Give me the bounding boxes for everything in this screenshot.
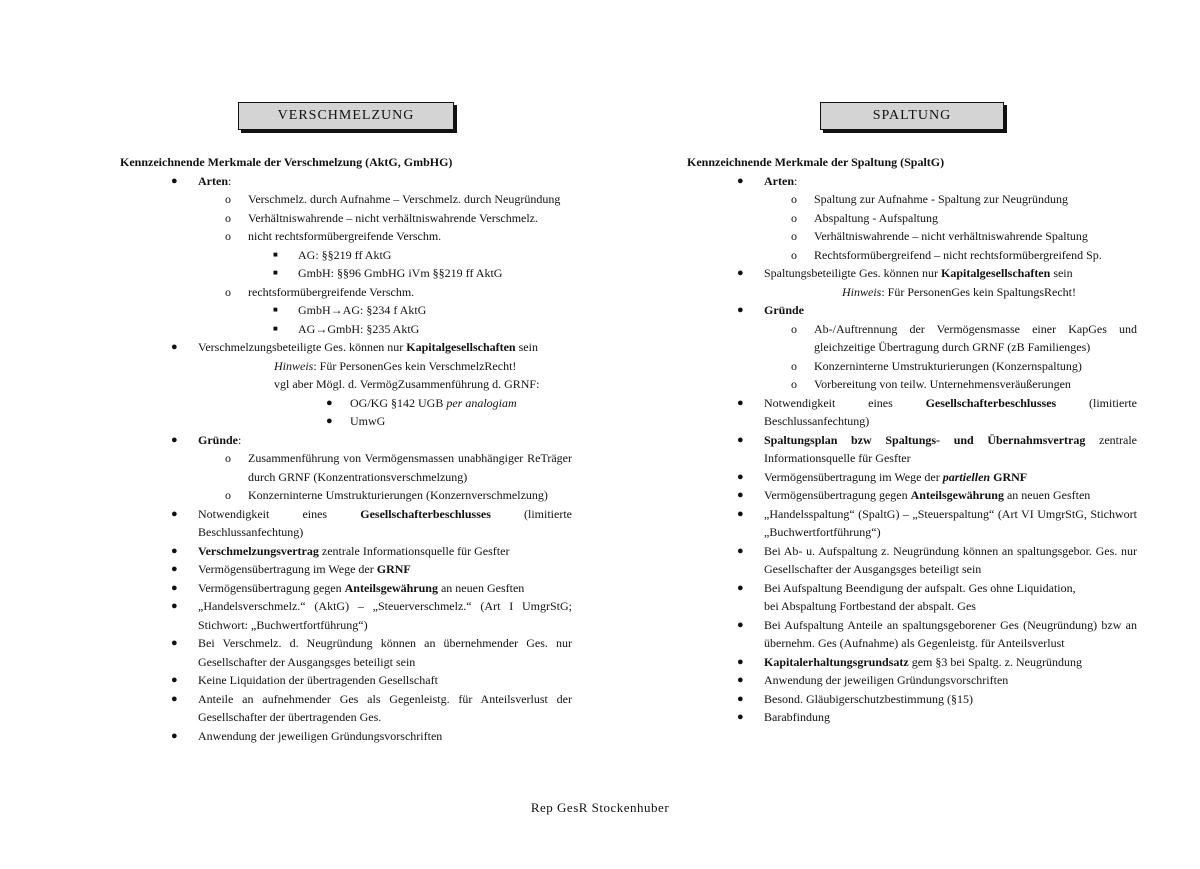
text: sein: [1050, 266, 1073, 280]
text: Verschmelzungsbeteiligte Ges. können nur: [198, 340, 407, 354]
bold-text: Kapitalerhaltungsgrundsatz: [764, 654, 909, 669]
bold-text: GRNF: [376, 562, 411, 576]
sub-list-item: [764, 375, 1137, 394]
gruende-item: Vorbereitung von teilw. Unternehmensveräußerungen: [814, 377, 1071, 391]
sub-list-item: [198, 449, 572, 486]
arten-item: rechtsformübergreifende Verschm.: [248, 284, 415, 299]
bullet-icon: ●: [737, 396, 744, 409]
statute-ref: GmbH→AG: §234 f AktG: [298, 303, 427, 317]
sub-list-item: [198, 486, 572, 505]
list-item: [687, 394, 1137, 431]
list-item: [120, 634, 572, 671]
bullet-icon: ●: [737, 711, 744, 723]
arten-item: nicht rechtsformübergreifende Verschm.: [248, 229, 442, 243]
circle-bullet-icon: o: [791, 247, 797, 262]
circle-bullet-icon: o: [791, 358, 797, 373]
text: Bei Aufspaltung Beendigung der aufspalt. Ges ohne Liquidation,: [764, 580, 1076, 595]
square-bullet-icon: ■: [273, 249, 278, 259]
list-item-beteiligte: [687, 264, 1137, 301]
bullet-icon: ●: [171, 600, 178, 612]
sub-sub-list-item: [248, 301, 572, 320]
statute-ref: AG→GmbH: §235 AktG: [298, 321, 420, 336]
text: Bei Ab- u. Aufspaltung z. Neugründung können an spaltungsgebor. Ges. nur Gesellschafter der Ausgangsges beteiligt sein: [764, 543, 1137, 576]
bullet-icon: ●: [737, 692, 744, 705]
verschmelzung-heading: Kennzeichnende Merkmale der Verschmelzung (AktG, GmbHG): [120, 155, 453, 169]
hinweis-line: [198, 357, 572, 376]
list-item: [687, 671, 1137, 690]
bold-text: GRNF: [990, 469, 1028, 484]
list-item: [687, 616, 1137, 653]
circle-bullet-icon: o: [791, 321, 797, 336]
sub-list-item: [198, 227, 572, 283]
spaltung-title-box: [820, 102, 1004, 130]
text: sein: [515, 340, 538, 354]
circle-bullet-icon: o: [225, 192, 231, 206]
bullet-icon: ●: [171, 174, 178, 187]
spaltung-heading: Kennzeichnende Merkmale der Spaltung (SpaltG): [687, 155, 945, 169]
gruende-item: Konzerninterne Umstrukturierungen (Konzernspaltung): [814, 358, 1082, 373]
text: Notwendigkeit eines: [198, 506, 361, 521]
vgl-sub-item: [198, 412, 572, 431]
circle-bullet-icon: o: [225, 229, 231, 243]
text: Bei Aufspaltung Anteile an spaltungsgeborener Ges (Neugründung) bzw an übernehm. Ges (Aufnahme) als Gegenleistg. für Anteilsverlust: [764, 617, 1137, 650]
verschmelzung-title: VERSCHMELZUNG: [277, 108, 415, 123]
circle-bullet-icon: o: [791, 192, 797, 206]
text: Vermögensübertragung gegen: [764, 488, 911, 502]
hinweis-text: : Für PersonenGes kein SpaltungsRecht!: [881, 284, 1076, 299]
bullet-icon: ●: [737, 174, 744, 187]
sub-sub-list-item: [248, 264, 572, 283]
list-item: [120, 542, 572, 561]
text: UmwG: [350, 414, 386, 428]
sub-list-item: [764, 320, 1137, 357]
circle-bullet-icon: o: [791, 229, 797, 243]
bold-text: Kapitalgesellschaften: [940, 266, 1051, 280]
text: „Handelsspaltung“ (SpaltG) – „Steuerspaltung“ (Art VI UmgrStG, Stichwort „Buchwertfortführung“): [764, 506, 1137, 539]
bullet-icon: ●: [171, 563, 178, 575]
bullet-icon: ●: [737, 618, 744, 631]
bullet-icon: ●: [737, 507, 744, 520]
text: an neuen Gesften: [437, 580, 525, 595]
list-item-gruende: [687, 301, 1137, 394]
text: Barabfindung: [764, 710, 830, 724]
gruende-item: Zusammenführung von Vermögensmassen unabhängiger ReTräger durch GRNF (Konzentrationsverschmelzung): [248, 451, 572, 484]
list-item: [120, 690, 572, 727]
bullet-icon: ●: [171, 581, 178, 594]
list-item: [120, 505, 572, 542]
bullet-icon: ●: [737, 655, 744, 668]
text: gem §3 bei Spaltg. z. Neugründung: [908, 654, 1082, 669]
list-item: [687, 690, 1137, 709]
bullet-icon: ●: [171, 544, 178, 557]
text: Besond. Gläubigerschutzbestimmung (§15): [764, 691, 973, 706]
bullet-icon: ●: [737, 304, 744, 316]
bullet-icon: ●: [737, 267, 744, 279]
bold-text: Spaltungsplan bzw Spaltungs- und Übernahmsvertrag: [764, 432, 1086, 447]
sub-list-item: [764, 227, 1137, 246]
bullet-icon: ●: [171, 637, 178, 649]
list-item: [687, 542, 1137, 579]
list-item: [120, 560, 572, 579]
bullet-icon: ●: [737, 470, 744, 483]
text: Anwendung der jeweiligen Gründungsvorschriften: [764, 673, 1009, 687]
list-item-beteiligte: [120, 338, 572, 431]
square-bullet-icon: ■: [273, 268, 278, 277]
circle-bullet-icon: o: [791, 377, 797, 391]
bold-text: Gesellschafterbeschlusses: [360, 506, 491, 521]
bullet-icon: ●: [737, 433, 744, 446]
bullet-icon: ●: [171, 507, 178, 520]
gruende-item: Konzerninterne Umstrukturierungen (Konzernverschmelzung): [248, 488, 548, 502]
list-item: [120, 727, 572, 746]
text: Anteile an aufnehmender Ges als Gegenleistg. für Anteilsverlust der Gesellschafter der übertragenden Ges.: [198, 691, 572, 724]
text: Vermögensübertragung gegen: [198, 580, 345, 595]
bullet-icon: ●: [171, 692, 178, 705]
text: zentrale Informationsquelle für Gesfter: [764, 432, 1137, 465]
square-bullet-icon: ■: [273, 323, 278, 333]
bullet-icon: ●: [171, 433, 178, 446]
list-item: [687, 653, 1137, 672]
gruende-label: Gründe: [198, 432, 239, 447]
list-item: [687, 579, 1137, 616]
hinweis-line: [764, 283, 1137, 302]
sub-list-item: [764, 246, 1137, 265]
circle-bullet-icon: o: [225, 284, 231, 299]
hinweis-label: Hinweis: [274, 358, 314, 373]
text: Notwendigkeit eines: [764, 395, 926, 410]
text: Vermögensübertragung im Wege der: [764, 469, 943, 484]
arten-sublist: [198, 190, 572, 338]
verschmelzung-column: [120, 153, 572, 745]
statute-ref: AG: §§219 ff AktG: [298, 247, 392, 262]
text: Vermögensübertragung im Wege der: [198, 562, 377, 576]
text: OG/KG §142 UGB: [350, 395, 447, 410]
text: bei Abspaltung Fortbestand der abspalt. Ges: [764, 599, 976, 613]
hinweis-text: : Für PersonenGes kein VerschmelzRecht!: [313, 358, 517, 373]
list-item: [687, 468, 1137, 487]
verschmelzung-title-box: [238, 102, 454, 130]
bullet-icon: ●: [171, 729, 178, 742]
arten-item: Verhältniswahrende – nicht verhältniswahrende Spaltung: [814, 229, 1088, 243]
bold-italic-text: partiellen: [942, 469, 991, 484]
bullet-icon: ●: [737, 489, 744, 501]
bullet-icon: ●: [737, 674, 744, 686]
text: (limitierte Beschlussanfechtung): [198, 506, 572, 539]
circle-bullet-icon: o: [225, 451, 231, 465]
bullet-icon: ●: [737, 544, 744, 557]
italic-text: per analogiam: [446, 395, 517, 410]
bold-text: Gesellschafterbeschlusses: [925, 395, 1057, 410]
gruende-label: Gründe: [764, 303, 805, 317]
circle-bullet-icon: o: [791, 210, 797, 225]
bold-text: Verschmelzungsvertrag: [198, 543, 319, 558]
arten-item: Spaltung zur Aufnahme - Spaltung zur Neugründung: [814, 192, 1068, 206]
spaltung-title: SPALTUNG: [872, 108, 952, 123]
text: Bei Verschmelz. d. Neugründung können an übernehmender Ges. nur Gesellschafter der Ausgangsges beteiligt sein: [198, 636, 572, 669]
list-item-gruende: ● Gründe: o Zusammenführung von Vermögensmassen unabhängiger ReTräger durch GRNF (Konzentrationsverschmelzung) o Konzerninterne Umstrukturierungen (Konzernverschmelzung): [120, 431, 572, 505]
sub-list-item: [764, 357, 1137, 376]
arten-item: Abspaltung - Aufspaltung: [814, 210, 938, 225]
list-item: [120, 671, 572, 690]
list-item: [120, 579, 572, 598]
text: an neuen Gesften: [1003, 488, 1091, 502]
sub-list-item: [198, 209, 572, 228]
sub-list-item: [198, 190, 572, 209]
sub-list-item: [198, 283, 572, 339]
bold-text: Anteilsgewährung: [910, 488, 1004, 502]
spaltung-column: [687, 153, 1137, 727]
list-item: [687, 431, 1137, 468]
vgl-text: vgl aber Mögl. d. VermögZusammenführung d. GRNF:: [274, 377, 540, 391]
gruende-item: Ab-/Auftrennung der Vermögensmasse einer KapGes und gleichzeitige Übertragung durch GRNF (zB Familienges): [814, 321, 1137, 354]
bold-text: Anteilsgewährung: [344, 580, 438, 595]
page-footer: Rep GesR Stockenhuber: [530, 800, 670, 815]
sub-sub-list-item: [248, 246, 572, 265]
bullet-icon: ●: [171, 674, 178, 686]
text: „Handelsverschmelz.“ (AktG) – „Steuerverschmelz.“ (Art I UmgrStG; Stichwort: „Buchwertfortführung“): [198, 599, 572, 632]
circle-bullet-icon: o: [225, 488, 231, 502]
bullet-icon: ●: [737, 581, 744, 594]
list-item: [687, 486, 1137, 505]
hinweis-label: Hinweis: [842, 284, 882, 299]
list-item-arten: ● Arten: o Spaltung zur Aufnahme - Spaltung zur Neugründung o Abspaltung - Aufspaltung o Verhältniswahrende – nicht verhältniswahrende Spaltung o Rechtsformübergreifend – nicht rechtsformübergreifend Sp.: [687, 172, 1137, 265]
sub-sub-list-item: [248, 320, 572, 339]
vgl-line: [198, 375, 572, 394]
sub-list-item: [764, 190, 1137, 209]
arten-item: Verhältniswahrende – nicht verhältniswahrende Verschmelz.: [248, 210, 539, 225]
list-item-arten: ● Arten: o Verschmelz. durch Aufnahme – Verschmelz. durch Neugründung o Verhältniswahrende – nicht verhältniswahrende Verschmelz. o nicht rechtsformübergreifende Verschm. ■ AG: §§219 ff AktG ■ GmbH: §§96 GmbHG iVm §§219 ff AktG o rechtsformübergreifende Verschm. ■ GmbH→AG: §234 f AktG ■ AG→GmbH: §235 AktG: [120, 172, 572, 339]
text: zentrale Informationsquelle für Gesfter: [318, 543, 510, 558]
square-bullet-icon: ■: [273, 305, 278, 314]
text: Keine Liquidation der übertragenden Gesellschaft: [198, 673, 438, 687]
list-item: [120, 597, 572, 634]
list-item: [687, 505, 1137, 542]
arten-item: Verschmelz. durch Aufnahme – Verschmelz. durch Neugründung: [248, 192, 561, 206]
circle-bullet-icon: o: [225, 210, 231, 225]
bullet-icon: ●: [326, 415, 333, 427]
text: Spaltungsbeteiligte Ges. können nur: [764, 266, 941, 280]
arten-label: Arten: [198, 173, 228, 188]
statute-ref: GmbH: §§96 GmbHG iVm §§219 ff AktG: [298, 266, 503, 280]
arten-item: Rechtsformübergreifend – nicht rechtsformübergreifend Sp.: [814, 247, 1102, 262]
sub-list-item: [764, 209, 1137, 228]
text: Anwendung der jeweiligen Gründungsvorschriften: [198, 728, 443, 743]
bold-text: Kapitalgesellschaften: [406, 340, 516, 354]
vgl-sub-item: [198, 394, 572, 413]
text: (limitierte Beschlussanfechtung): [764, 395, 1137, 428]
bullet-icon: ●: [171, 341, 178, 353]
list-item: [687, 708, 1137, 727]
bullet-icon: ●: [326, 396, 333, 409]
arten-label: Arten: [764, 173, 794, 188]
